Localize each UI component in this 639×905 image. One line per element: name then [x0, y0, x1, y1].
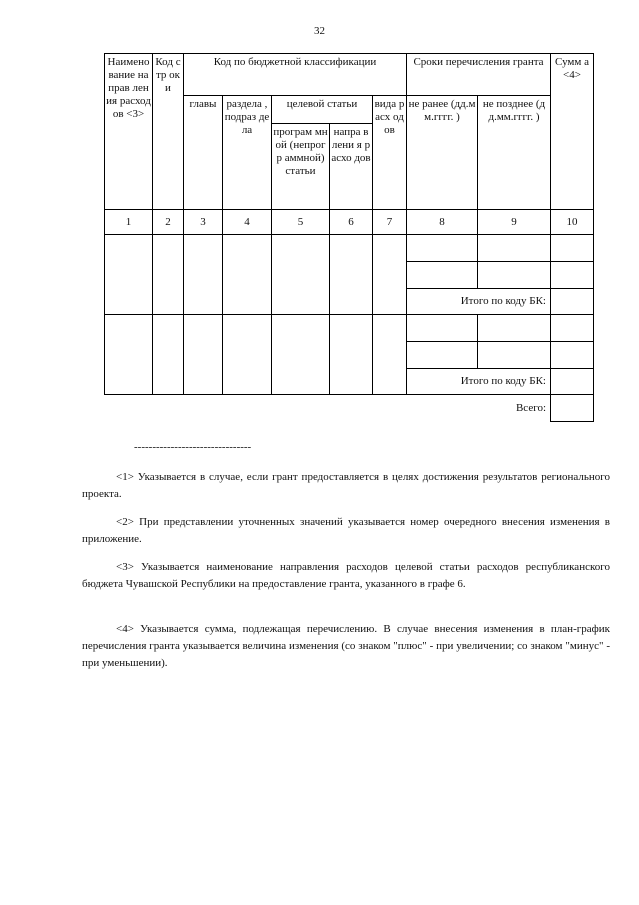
table-cell[interactable]	[407, 262, 478, 289]
table-cell[interactable]	[330, 235, 373, 315]
table-cell[interactable]	[478, 235, 551, 262]
table-cell[interactable]	[153, 235, 184, 315]
header-expense-direction: напра влени я расхо дов	[330, 124, 373, 210]
table-cell[interactable]	[153, 315, 184, 395]
table-cell[interactable]	[105, 235, 153, 315]
table-cell[interactable]	[373, 235, 407, 315]
table-cell[interactable]	[272, 235, 330, 315]
table-cell[interactable]	[184, 315, 223, 395]
table-cell[interactable]	[551, 342, 594, 369]
table-cell[interactable]	[223, 315, 272, 395]
subtotal-label: Итого по коду БК:	[407, 289, 551, 315]
table-cell[interactable]	[551, 315, 594, 342]
table-cell[interactable]	[478, 315, 551, 342]
table-cell[interactable]	[407, 315, 478, 342]
footnote-1: <1> Указывается в случае, если грант предоставляется в целях достижения результатов регионального проекта.	[82, 471, 610, 500]
column-number: 1	[105, 210, 153, 235]
table-cell[interactable]	[105, 315, 153, 395]
header-target-item: целевой статьи	[272, 96, 373, 124]
footnote-2: <2> При представлении уточненных значений указывается номер очередного внесения изменения в приложение.	[82, 516, 610, 545]
footnote-3: <3> Указывается наименование направления расходов целевой статьи расходов республиканского бюджета Чувашской Республики на предоставление гранта, указанного в графе 6.	[82, 561, 610, 590]
table-cell[interactable]	[478, 262, 551, 289]
header-program-item: програм мной (непрогр аммной) статьи	[272, 124, 330, 210]
table-cell[interactable]	[551, 235, 594, 262]
table-cell[interactable]	[184, 235, 223, 315]
subtotal-label: Итого по коду БК:	[407, 369, 551, 395]
footnote-separator: --------------------------------	[134, 441, 252, 453]
total-label: Всего:	[105, 395, 551, 422]
table-cell[interactable]	[407, 342, 478, 369]
column-number: 4	[223, 210, 272, 235]
header-not-later: не позднее (дд.мм.гггг. )	[478, 96, 551, 210]
column-number: 3	[184, 210, 223, 235]
header-transfer-terms: Сроки перечисления гранта	[407, 54, 551, 96]
total-amount-cell[interactable]	[551, 395, 594, 422]
header-expense-type: вида расх одов	[373, 96, 407, 210]
column-number: 6	[330, 210, 373, 235]
table-cell[interactable]	[407, 235, 478, 262]
column-number: 2	[153, 210, 184, 235]
header-section: раздела , подраз дела	[223, 96, 272, 210]
table-cell[interactable]	[373, 315, 407, 395]
header-expense-name: Наимено вание направ ления расход ов <3>	[105, 54, 153, 210]
column-number: 8	[407, 210, 478, 235]
column-number: 5	[272, 210, 330, 235]
subtotal-amount-cell[interactable]	[551, 289, 594, 315]
column-number: 7	[373, 210, 407, 235]
header-amount: Сумм а <4>	[551, 54, 594, 210]
table-cell[interactable]	[330, 315, 373, 395]
table-cell[interactable]	[478, 342, 551, 369]
column-number: 9	[478, 210, 551, 235]
subtotal-amount-cell[interactable]	[551, 369, 594, 395]
table-cell[interactable]	[551, 262, 594, 289]
table-cell[interactable]	[272, 315, 330, 395]
header-chapter: главы	[184, 96, 223, 210]
header-line-code: Код стр оки	[153, 54, 184, 210]
table-cell[interactable]	[223, 235, 272, 315]
page-number: 32	[314, 25, 325, 37]
grant-transfer-schedule-table	[104, 53, 594, 422]
header-not-earlier: не ранее (дд.мм.гггг. )	[407, 96, 478, 210]
footnote-4: <4> Указывается сумма, подлежащая перечислению. В случае внесения изменения в план-график перечисления гранта указывается величина изменения (со знаком "плюс" - при увеличении; со знаком "минус" - при уменьшении).	[82, 623, 610, 669]
header-budget-classification: Код по бюджетной классификации	[184, 54, 407, 96]
column-number: 10	[551, 210, 594, 235]
